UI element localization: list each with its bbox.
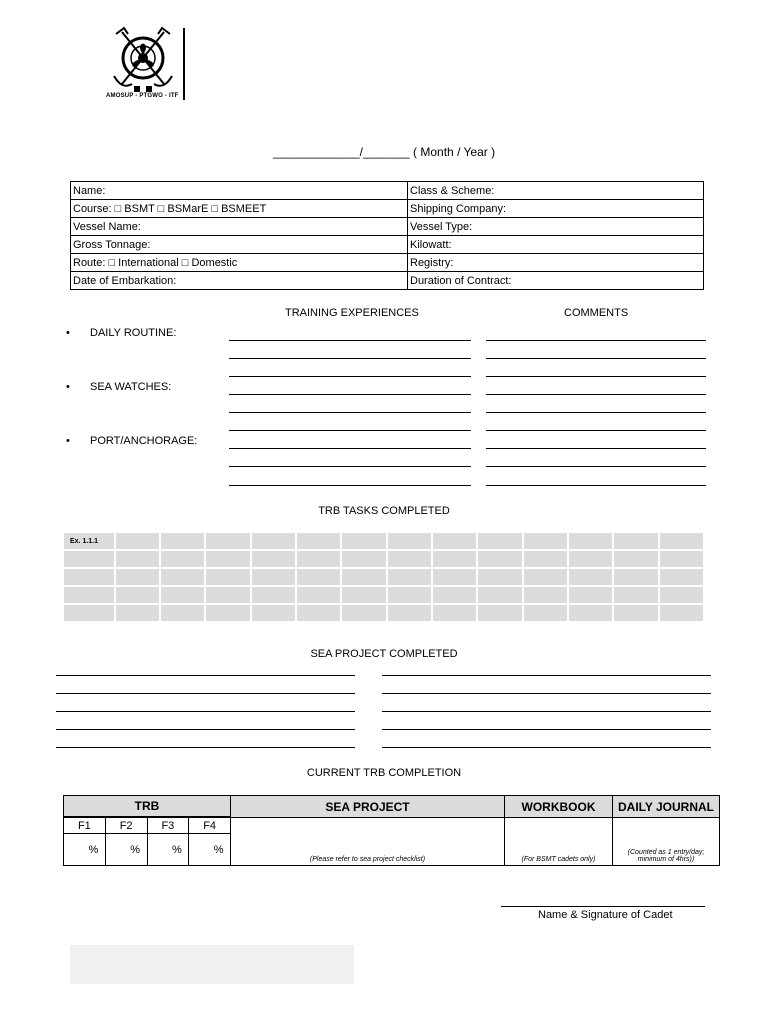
- bullet-icon: •: [66, 381, 70, 393]
- trb-grid-cell[interactable]: [341, 532, 386, 550]
- trb-grid-cell[interactable]: [115, 532, 160, 550]
- sea-project-line: [56, 711, 355, 712]
- trb-grid-row: [63, 604, 704, 622]
- trb-header: TRB: [64, 796, 231, 817]
- info-course: Course: □ BSMT □ BSMarE □ BSMEET: [71, 200, 408, 218]
- info-row: [71, 200, 704, 218]
- trb-grid-cell[interactable]: [477, 604, 522, 622]
- f2-header: F2: [105, 818, 147, 834]
- info-row: [71, 236, 704, 254]
- sea-project-line: [382, 747, 711, 748]
- info-class-scheme: Class & Scheme:: [408, 182, 704, 200]
- daily-journal-value: (Counted as 1 entry/day; minimum of 4hrs)): [613, 818, 720, 866]
- trb-grid-cell[interactable]: [432, 532, 477, 550]
- trb-grid-cell[interactable]: [659, 586, 704, 604]
- trb-tasks-title: TRB TASKS COMPLETED: [318, 505, 450, 517]
- trb-grid-cell[interactable]: [296, 532, 341, 550]
- trb-grid-cell[interactable]: [477, 550, 522, 568]
- trb-grid-cell[interactable]: [432, 550, 477, 568]
- trb-grid-cell[interactable]: [160, 586, 205, 604]
- trb-grid-cell[interactable]: [432, 568, 477, 586]
- month-year-field: _____________/_______ ( Month / Year ): [272, 145, 496, 159]
- f4-percent: %: [189, 834, 231, 866]
- trb-grid-cell[interactable]: [613, 532, 658, 550]
- info-vessel-name: Vessel Name:: [71, 218, 408, 236]
- trb-grid-cell[interactable]: [387, 532, 432, 550]
- trb-grid-cell[interactable]: [523, 604, 568, 622]
- comment-line: [486, 485, 706, 486]
- trb-grid-cell[interactable]: [341, 604, 386, 622]
- trb-grid-cell[interactable]: [160, 604, 205, 622]
- f3-percent: %: [147, 834, 189, 866]
- signature-label: Name & Signature of Cadet: [538, 909, 673, 921]
- trb-grid-cell[interactable]: [205, 550, 250, 568]
- trb-grid-cell[interactable]: [115, 550, 160, 568]
- trb-grid-cell[interactable]: [160, 550, 205, 568]
- trb-grid-cell[interactable]: [523, 532, 568, 550]
- f1-header: F1: [64, 818, 106, 834]
- info-name: Name:: [71, 182, 408, 200]
- trb-grid-cell[interactable]: [63, 586, 115, 604]
- trb-grid-cell[interactable]: [523, 550, 568, 568]
- trb-grid-cell[interactable]: [568, 568, 613, 586]
- trb-grid-row: [63, 568, 704, 586]
- trb-grid-cell[interactable]: [613, 568, 658, 586]
- trb-grid-cell[interactable]: [251, 568, 296, 586]
- trb-tasks-grid: [62, 531, 705, 623]
- comment-line: [486, 430, 706, 431]
- info-row: [71, 218, 704, 236]
- sea-project-line: [382, 693, 711, 694]
- trb-grid-row: [63, 586, 704, 604]
- trb-grid-cell[interactable]: [115, 586, 160, 604]
- info-registry: Registry:: [408, 254, 704, 272]
- sea-project-title: SEA PROJECT COMPLETED: [310, 648, 458, 660]
- trb-grid-cell[interactable]: [251, 532, 296, 550]
- trb-grid-cell[interactable]: [205, 604, 250, 622]
- bullet-icon: •: [66, 327, 70, 339]
- sea-project-line: [56, 729, 355, 730]
- trb-grid-cell[interactable]: [341, 550, 386, 568]
- trb-grid-cell[interactable]: [63, 604, 115, 622]
- experience-line: [229, 358, 471, 359]
- trb-grid-cell[interactable]: [613, 586, 658, 604]
- workbook-header: WORKBOOK: [505, 796, 613, 818]
- trb-grid-cell[interactable]: [296, 604, 341, 622]
- comment-line: [486, 358, 706, 359]
- logo-caption: AMOSUP - PTGWO - ITF: [106, 93, 179, 99]
- experience-line: [229, 376, 471, 377]
- experience-line: [229, 485, 471, 486]
- trb-grid-cell[interactable]: [251, 550, 296, 568]
- trb-grid-cell[interactable]: [568, 604, 613, 622]
- trb-grid-cell[interactable]: [160, 532, 205, 550]
- sea-project-line: [382, 675, 711, 676]
- sea-project-line: [382, 729, 711, 730]
- info-row: [71, 182, 704, 200]
- info-duration-contract: Duration of Contract:: [408, 272, 704, 290]
- trb-grid-cell[interactable]: [341, 586, 386, 604]
- trb-grid-cell[interactable]: [477, 586, 522, 604]
- comment-line: [486, 376, 706, 377]
- trb-grid-cell[interactable]: [251, 586, 296, 604]
- trb-grid-cell[interactable]: [387, 604, 432, 622]
- sea-project-line: [56, 693, 355, 694]
- experience-line: [229, 412, 471, 413]
- anchor-wheel-emblem-icon: [108, 24, 178, 94]
- trb-grid-cell[interactable]: [387, 550, 432, 568]
- trb-grid-cell[interactable]: [296, 586, 341, 604]
- f3-header: F3: [147, 818, 189, 834]
- completion-title: CURRENT TRB COMPLETION: [306, 767, 462, 779]
- sea-project-value: (Please refer to sea project checklist): [231, 818, 505, 866]
- trb-grid-cell[interactable]: [387, 568, 432, 586]
- trb-grid-cell[interactable]: Ex. 1.1.1: [63, 532, 115, 550]
- experience-line: [229, 394, 471, 395]
- trb-grid-cell[interactable]: [296, 568, 341, 586]
- trb-grid-cell[interactable]: [63, 568, 115, 586]
- trb-grid-cell[interactable]: [568, 586, 613, 604]
- training-experiences-header: TRAINING EXPERIENCES: [285, 307, 419, 319]
- trb-grid-cell[interactable]: [613, 604, 658, 622]
- trb-grid-cell[interactable]: [659, 604, 704, 622]
- experience-line: [229, 448, 471, 449]
- signature-line: [501, 906, 705, 907]
- completion-table: [63, 795, 720, 866]
- trb-grid-cell[interactable]: [251, 604, 296, 622]
- trb-grid-cell[interactable]: [205, 586, 250, 604]
- trb-grid-cell[interactable]: [432, 604, 477, 622]
- trb-grid-cell[interactable]: [659, 532, 704, 550]
- info-vessel-type: Vessel Type:: [408, 218, 704, 236]
- sea-project-line: [382, 711, 711, 712]
- trb-grid-cell[interactable]: [115, 604, 160, 622]
- comment-line: [486, 448, 706, 449]
- f1-percent: %: [64, 834, 106, 866]
- daily-routine-label: DAILY ROUTINE:: [90, 327, 177, 339]
- trb-grid-cell[interactable]: [523, 586, 568, 604]
- experience-line: [229, 466, 471, 467]
- sea-project-line: [56, 747, 355, 748]
- port-anchorage-label: PORT/ANCHORAGE:: [90, 435, 198, 447]
- comment-line: [486, 412, 706, 413]
- trb-grid-cell[interactable]: [205, 532, 250, 550]
- info-kilowatt: Kilowatt:: [408, 236, 704, 254]
- trb-grid-cell[interactable]: [659, 568, 704, 586]
- comment-line: [486, 340, 706, 341]
- info-shipping-company: Shipping Company:: [408, 200, 704, 218]
- trb-grid-cell[interactable]: [160, 568, 205, 586]
- daily-journal-header: DAILY JOURNAL: [613, 796, 720, 818]
- trb-grid-cell[interactable]: [341, 568, 386, 586]
- info-gross-tonnage: Gross Tonnage:: [71, 236, 408, 254]
- trb-grid-cell[interactable]: [63, 550, 115, 568]
- trb-grid-cell[interactable]: [477, 532, 522, 550]
- trb-grid-cell[interactable]: [523, 568, 568, 586]
- sea-watches-label: SEA WATCHES:: [90, 381, 172, 393]
- trb-grid-cell[interactable]: [477, 568, 522, 586]
- info-row: [71, 272, 704, 290]
- sea-project-header: SEA PROJECT: [231, 796, 505, 818]
- trb-grid-cell[interactable]: [115, 568, 160, 586]
- trb-grid-cell[interactable]: [613, 550, 658, 568]
- experience-line: [229, 430, 471, 431]
- logo-divider: [183, 28, 185, 100]
- trb-grid-cell[interactable]: [296, 550, 341, 568]
- f4-header: F4: [189, 818, 231, 834]
- f2-percent: %: [105, 834, 147, 866]
- trb-grid-cell[interactable]: [568, 532, 613, 550]
- logo: [108, 24, 178, 104]
- bullet-icon: •: [66, 435, 70, 447]
- experience-line: [229, 340, 471, 341]
- trb-grid-cell[interactable]: [659, 550, 704, 568]
- footer-shaded-box: [70, 945, 354, 984]
- info-date-embarkation: Date of Embarkation:: [71, 272, 408, 290]
- sea-project-line: [56, 675, 355, 676]
- trb-grid-cell[interactable]: [432, 586, 477, 604]
- trb-grid-row: [63, 550, 704, 568]
- trb-grid-cell[interactable]: [205, 568, 250, 586]
- comment-line: [486, 394, 706, 395]
- info-row: [71, 254, 704, 272]
- info-route: Route: □ International □ Domestic: [71, 254, 408, 272]
- comment-line: [486, 466, 706, 467]
- trb-grid-row: [63, 532, 704, 550]
- comments-header: COMMENTS: [564, 307, 629, 319]
- trb-grid-cell[interactable]: [568, 550, 613, 568]
- workbook-value: (For BSMT cadets only): [505, 818, 613, 866]
- trb-grid-cell[interactable]: [387, 586, 432, 604]
- cadet-info-table: [70, 181, 704, 290]
